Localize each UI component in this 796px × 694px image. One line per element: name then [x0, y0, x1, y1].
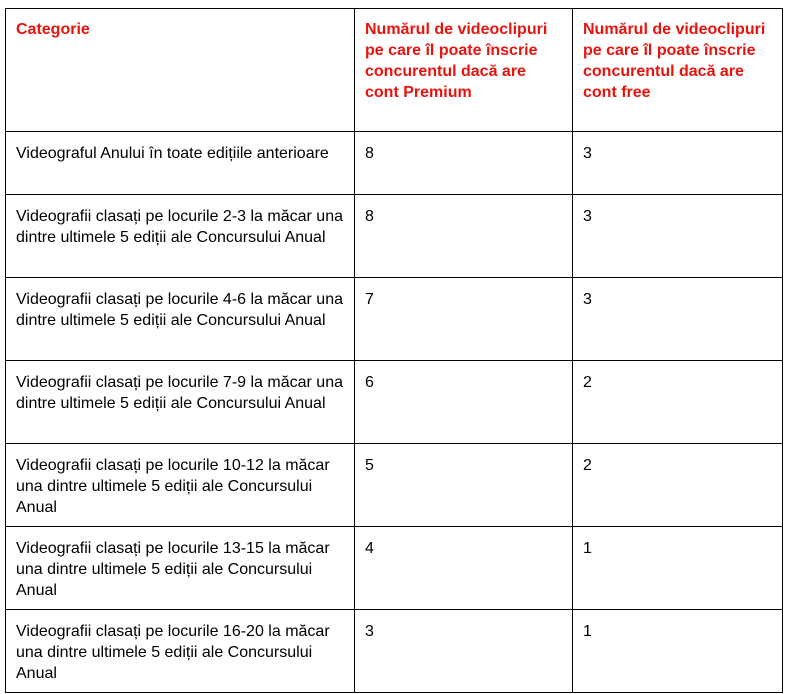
premium-count-cell: 7	[355, 278, 573, 361]
category-cell: Videograful Anului în toate edițiile anterioare	[6, 132, 355, 195]
free-count-cell: 1	[573, 610, 783, 693]
category-cell: Videografii clasați pe locurile 7-9 la măcar una dintre ultimele 5 ediții ale Concursului Anual	[6, 361, 355, 444]
table-row	[6, 527, 783, 610]
header-category: Categorie	[6, 9, 355, 132]
premium-count-cell: 8	[355, 132, 573, 195]
free-count-cell: 3	[573, 195, 783, 278]
category-cell: Videografii clasați pe locurile 16-20 la măcar una dintre ultimele 5 ediții ale Concursului Anual	[6, 610, 355, 693]
table-header-row	[6, 9, 783, 132]
category-cell: Videografii clasați pe locurile 10-12 la măcar una dintre ultimele 5 ediții ale Concursului Anual	[6, 444, 355, 527]
free-count-cell: 1	[573, 527, 783, 610]
premium-count-cell: 3	[355, 610, 573, 693]
category-cell: Videografii clasați pe locurile 13-15 la măcar una dintre ultimele 5 ediții ale Concursului Anual	[6, 527, 355, 610]
free-count-cell: 3	[573, 132, 783, 195]
free-count-cell: 3	[573, 278, 783, 361]
header-free-count: Numărul de videoclipuri pe care îl poate înscrie concurentul dacă are cont free	[573, 9, 783, 132]
free-count-cell: 2	[573, 444, 783, 527]
premium-count-cell: 4	[355, 527, 573, 610]
premium-count-cell: 6	[355, 361, 573, 444]
header-premium-count: Numărul de videoclipuri pe care îl poate înscrie concurentul dacă are cont Premium	[355, 9, 573, 132]
table-row	[6, 195, 783, 278]
premium-count-cell: 5	[355, 444, 573, 527]
table-row	[6, 361, 783, 444]
category-table-container	[5, 8, 783, 693]
category-cell: Videografii clasați pe locurile 2-3 la măcar una dintre ultimele 5 ediții ale Concursului Anual	[6, 195, 355, 278]
premium-count-cell: 8	[355, 195, 573, 278]
table-row	[6, 278, 783, 361]
table-row	[6, 610, 783, 693]
table-row	[6, 444, 783, 527]
category-table	[5, 8, 783, 693]
free-count-cell: 2	[573, 361, 783, 444]
table-row	[6, 132, 783, 195]
category-cell: Videografii clasați pe locurile 4-6 la măcar una dintre ultimele 5 ediții ale Concursului Anual	[6, 278, 355, 361]
